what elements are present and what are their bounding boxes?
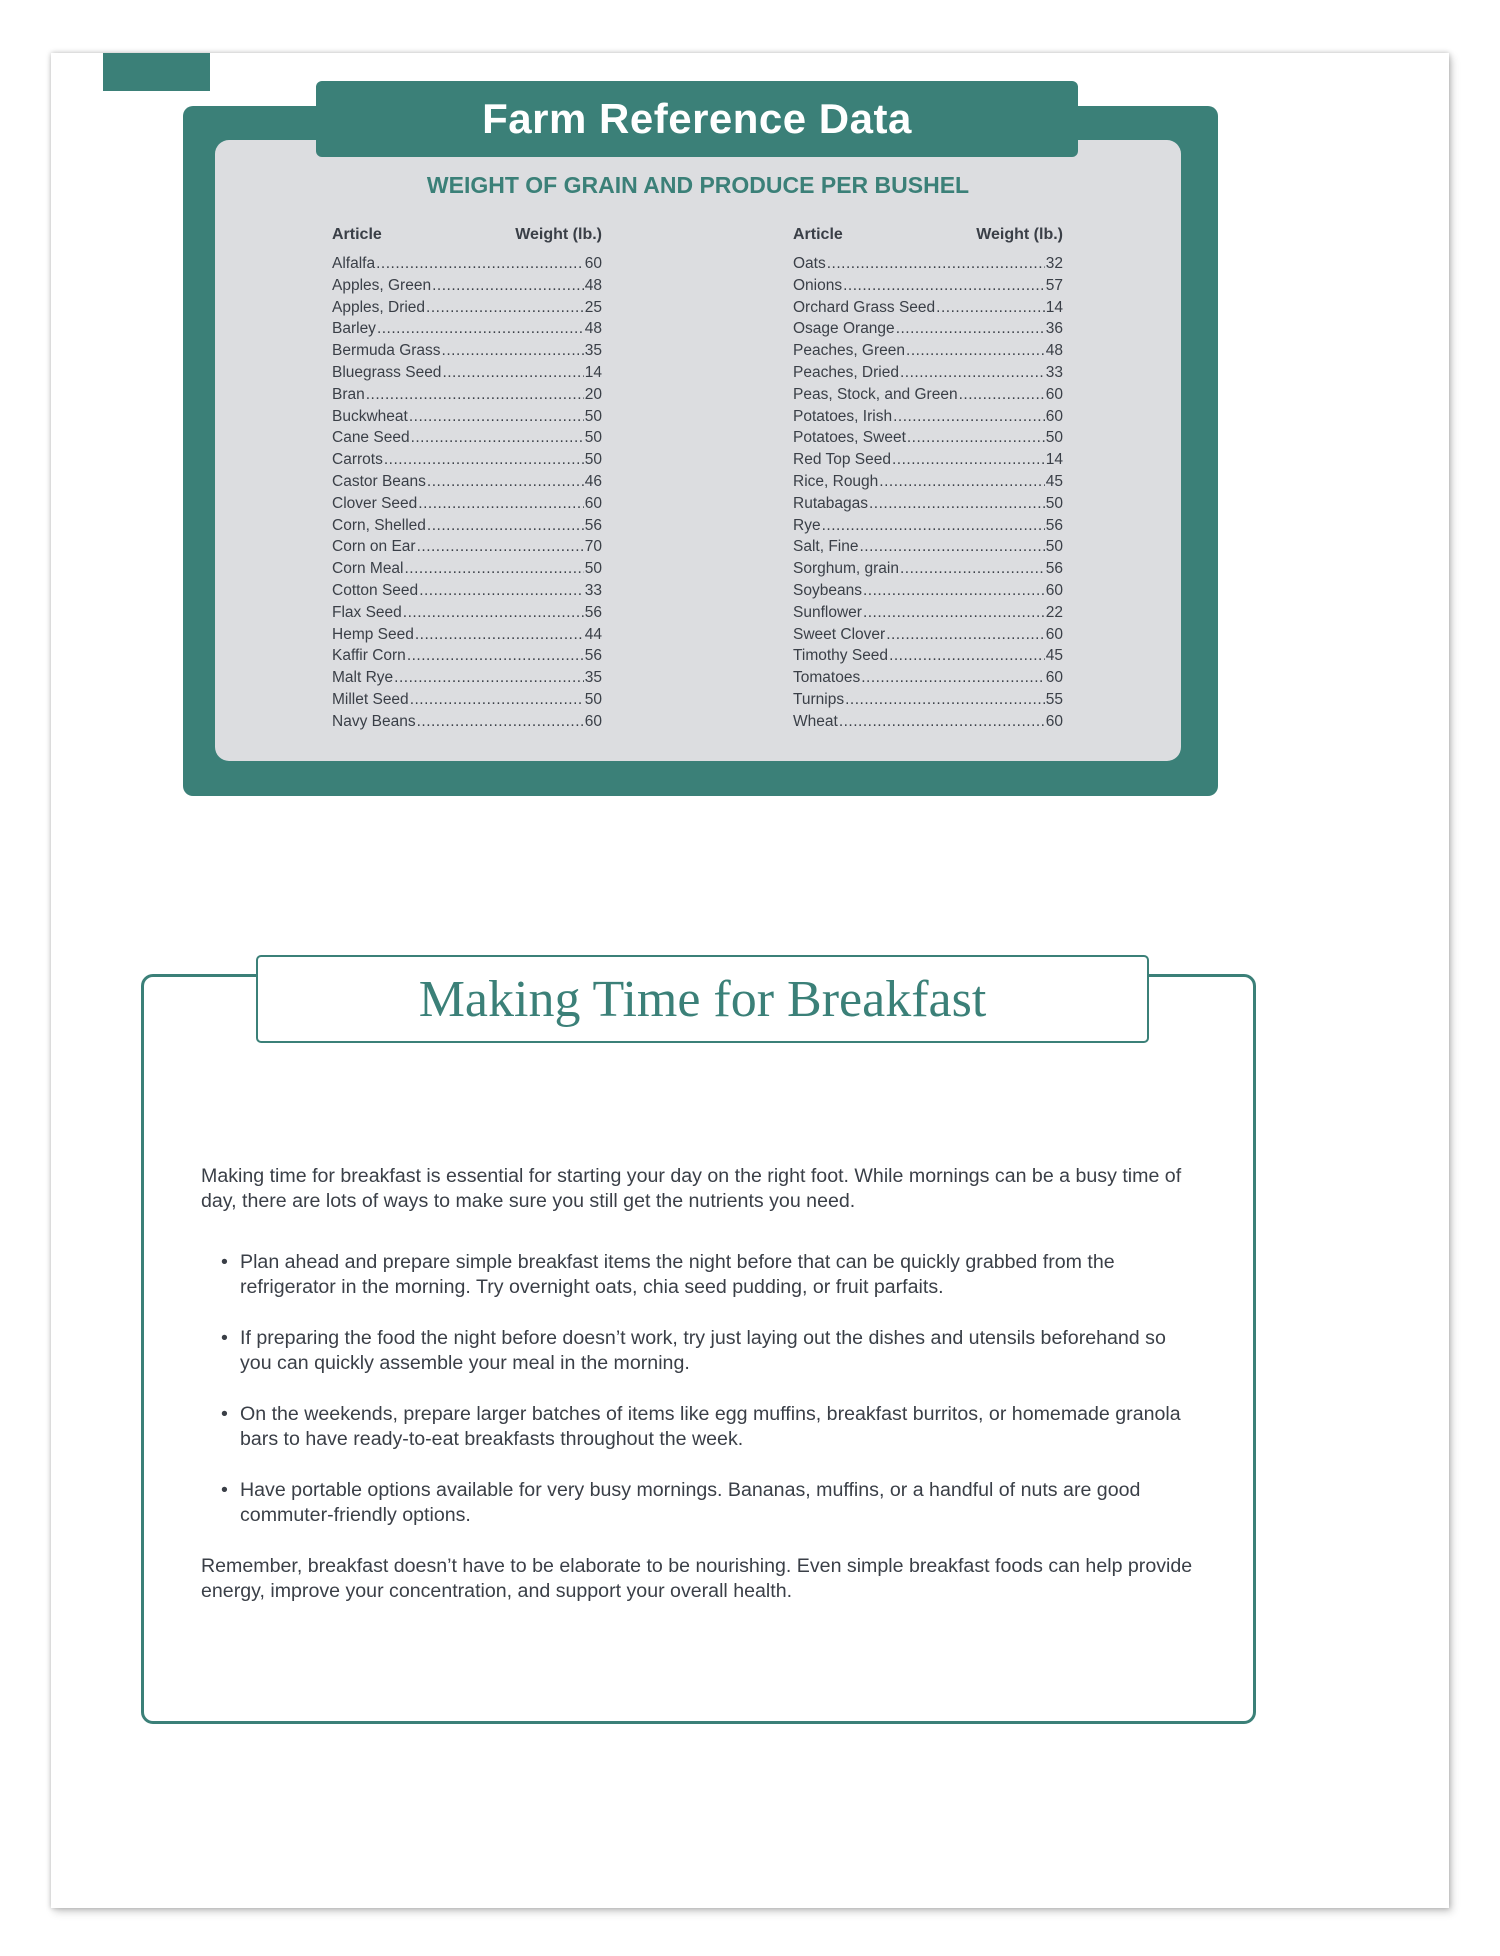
bullet-icon: • xyxy=(221,1403,228,1425)
dot-leader xyxy=(861,667,1045,689)
article-name: Cotton Seed xyxy=(332,581,419,599)
article-weight: 50 xyxy=(1045,494,1063,512)
article-weight: 36 xyxy=(1045,320,1063,338)
dot-leader xyxy=(409,406,584,428)
article-name: Malt Rye xyxy=(332,669,394,687)
dot-leader xyxy=(906,340,1045,362)
article-weight: 14 xyxy=(1045,298,1063,316)
article-name: Osage Orange xyxy=(793,320,895,338)
article-weight: 60 xyxy=(584,494,602,512)
table-row xyxy=(332,362,602,384)
table-row xyxy=(332,711,602,733)
article-name: Timothy Seed xyxy=(793,647,889,665)
article-weight: 60 xyxy=(584,255,602,272)
dot-leader xyxy=(839,711,1045,733)
article-weight: 48 xyxy=(584,276,602,294)
table-row xyxy=(332,275,602,297)
article-weight: 35 xyxy=(584,342,602,360)
table-row xyxy=(332,515,602,537)
breakfast-title: Making Time for Breakfast xyxy=(256,955,1149,1043)
article-name: Salt, Fine xyxy=(793,538,859,556)
bushel-table-left xyxy=(332,226,602,733)
table-row xyxy=(793,471,1063,493)
article-name: Peaches, Green xyxy=(793,342,906,360)
article-weight: 45 xyxy=(1045,647,1063,665)
article-name: Clover Seed xyxy=(332,494,418,512)
article-weight: 70 xyxy=(584,538,602,556)
table-row xyxy=(332,689,602,711)
dot-leader xyxy=(405,558,584,580)
table-row xyxy=(793,493,1063,515)
table-row xyxy=(793,515,1063,537)
dot-leader xyxy=(893,406,1045,428)
table-row xyxy=(793,297,1063,319)
article-weight: 25 xyxy=(584,298,602,316)
dot-leader xyxy=(427,471,584,493)
tip-text: Have portable options available for very busy mornings. Bananas, muffins, or a handful of nuts are good commuter-friendly options. xyxy=(240,1479,1141,1526)
column-header-weight: Weight (lb.) xyxy=(515,226,602,243)
article-name: Apples, Green xyxy=(332,276,432,294)
article-name: Corn Meal xyxy=(332,560,404,578)
table-row xyxy=(793,580,1063,602)
article-weight: 45 xyxy=(1045,472,1063,490)
dot-leader xyxy=(822,515,1045,537)
article-name: Rice, Rough xyxy=(793,472,879,490)
table-row xyxy=(332,558,602,580)
list-item xyxy=(201,1402,1201,1452)
article-weight: 33 xyxy=(584,581,602,599)
article-name: Sunflower xyxy=(793,603,862,621)
table-row xyxy=(793,318,1063,340)
bullet-icon: • xyxy=(221,1327,228,1349)
dot-leader xyxy=(900,362,1045,384)
dot-leader xyxy=(418,493,583,515)
article-weight: 22 xyxy=(1045,603,1063,621)
article-weight: 56 xyxy=(1045,560,1063,578)
bullet-icon: • xyxy=(221,1479,228,1501)
dot-leader xyxy=(869,493,1045,515)
article-weight: 55 xyxy=(1045,690,1063,708)
table-row xyxy=(332,253,602,275)
dot-leader xyxy=(411,427,584,449)
table-header xyxy=(793,226,1063,248)
dot-leader xyxy=(417,711,584,733)
article-name: Castor Beans xyxy=(332,472,426,490)
dot-leader xyxy=(417,536,584,558)
table-row xyxy=(332,602,602,624)
dot-leader xyxy=(407,645,584,667)
article-weight: 60 xyxy=(1045,625,1063,643)
dot-leader xyxy=(896,318,1045,340)
breakfast-body xyxy=(201,1164,1201,1604)
article-name: Alfalfa xyxy=(332,255,376,272)
table-row xyxy=(793,711,1063,733)
table-row xyxy=(332,297,602,319)
article-weight: 60 xyxy=(1045,712,1063,730)
table-row xyxy=(332,406,602,428)
article-weight: 56 xyxy=(584,516,602,534)
bushel-table-right xyxy=(793,226,1063,733)
dot-leader xyxy=(889,645,1045,667)
list-item xyxy=(201,1478,1201,1528)
article-weight: 14 xyxy=(1045,451,1063,469)
article-weight: 56 xyxy=(1045,516,1063,534)
article-weight: 50 xyxy=(1045,429,1063,447)
table-row xyxy=(793,449,1063,471)
dot-leader xyxy=(415,624,584,646)
article-name: Soybeans xyxy=(793,581,862,599)
article-weight: 33 xyxy=(1045,363,1063,381)
table-row xyxy=(332,427,602,449)
article-weight: 35 xyxy=(584,669,602,687)
breakfast-tips-list xyxy=(201,1250,1201,1528)
table-row xyxy=(332,645,602,667)
table-row xyxy=(793,253,1063,275)
dot-leader xyxy=(403,602,584,624)
table-row xyxy=(793,624,1063,646)
article-name: Turnips xyxy=(793,690,845,708)
list-item xyxy=(201,1250,1201,1300)
article-weight: 46 xyxy=(584,472,602,490)
article-weight: 56 xyxy=(584,647,602,665)
article-name: Sorghum, grain xyxy=(793,560,899,578)
dot-leader xyxy=(394,667,584,689)
table-row xyxy=(793,645,1063,667)
dot-leader xyxy=(442,340,584,362)
article-name: Cane Seed xyxy=(332,429,410,447)
dot-leader xyxy=(900,558,1045,580)
article-name: Bermuda Grass xyxy=(332,342,441,360)
tip-text: If preparing the food the night before doesn’t work, try just laying out the dishes and utensils beforehand so you can quickly assemble your meal in the morning. xyxy=(240,1327,1166,1374)
table-row xyxy=(332,580,602,602)
bullet-icon: • xyxy=(221,1251,228,1273)
table-row xyxy=(332,384,602,406)
dot-leader xyxy=(442,362,583,384)
article-weight: 60 xyxy=(1045,407,1063,425)
table-row xyxy=(793,406,1063,428)
article-weight: 50 xyxy=(584,429,602,447)
article-name: Bran xyxy=(332,385,365,403)
table-row xyxy=(332,493,602,515)
farm-reference-title: Farm Reference Data xyxy=(316,81,1078,157)
article-name: Hemp Seed xyxy=(332,625,414,643)
article-weight: 57 xyxy=(1045,276,1063,294)
dot-leader xyxy=(863,602,1045,624)
column-header-weight: Weight (lb.) xyxy=(976,226,1063,243)
article-name: Carrots xyxy=(332,451,383,469)
article-weight: 60 xyxy=(1045,581,1063,599)
article-name: Tomatoes xyxy=(793,669,861,687)
article-name: Oats xyxy=(793,255,826,272)
dot-leader xyxy=(936,297,1045,319)
dot-leader xyxy=(427,515,584,537)
article-weight: 48 xyxy=(584,320,602,338)
dot-leader xyxy=(384,449,584,471)
dot-leader xyxy=(892,449,1045,471)
article-name: Potatoes, Irish xyxy=(793,407,893,425)
article-name: Barley xyxy=(332,320,376,338)
dot-leader xyxy=(426,297,584,319)
article-name: Peas, Stock, and Green xyxy=(793,385,958,403)
article-name: Apples, Dried xyxy=(332,298,426,316)
breakfast-closing: Remember, breakfast doesn’t have to be elaborate to be nourishing. Even simple breakfast foods can help provide energy, improve your concentration, and support your overall health. xyxy=(201,1555,1193,1602)
article-name: Bluegrass Seed xyxy=(332,363,442,381)
table-header xyxy=(332,226,602,248)
article-name: Rye xyxy=(793,516,821,534)
table-row xyxy=(793,384,1063,406)
column-header-article: Article xyxy=(793,226,843,243)
table-row xyxy=(332,471,602,493)
table-row xyxy=(793,602,1063,624)
table-body xyxy=(332,253,602,733)
table-row xyxy=(793,275,1063,297)
article-weight: 50 xyxy=(584,407,602,425)
article-weight: 50 xyxy=(584,560,602,578)
dot-leader xyxy=(907,427,1045,449)
article-name: Orchard Grass Seed xyxy=(793,298,936,316)
list-item xyxy=(201,1326,1201,1376)
article-name: Millet Seed xyxy=(332,690,409,708)
article-name: Potatoes, Sweet xyxy=(793,429,906,447)
tip-text: Plan ahead and prepare simple breakfast items the night before that can be quickly grabbed from the refrigerator in the morning. Try overnight oats, chia seed pudding, or fruit parfaits. xyxy=(240,1251,1115,1298)
article-weight: 60 xyxy=(1045,385,1063,403)
dot-leader xyxy=(886,624,1045,646)
dot-leader xyxy=(366,384,584,406)
article-weight: 50 xyxy=(584,451,602,469)
table-row xyxy=(793,362,1063,384)
article-weight: 50 xyxy=(1045,538,1063,556)
article-weight: 14 xyxy=(584,363,602,381)
article-weight: 56 xyxy=(584,603,602,621)
article-name: Flax Seed xyxy=(332,603,402,621)
dot-leader xyxy=(410,689,584,711)
article-weight: 20 xyxy=(584,385,602,403)
dot-leader xyxy=(845,689,1045,711)
article-name: Red Top Seed xyxy=(793,451,891,469)
dot-leader xyxy=(432,275,584,297)
tip-text: On the weekends, prepare larger batches of items like egg muffins, breakfast burritos, or homemade granola bars to have ready-to-eat breakfasts throughout the week. xyxy=(240,1403,1181,1450)
dot-leader xyxy=(859,536,1044,558)
article-name: Onions xyxy=(793,276,843,294)
dot-leader xyxy=(959,384,1045,406)
table-row xyxy=(332,340,602,362)
article-name: Sweet Clover xyxy=(793,625,886,643)
article-weight: 60 xyxy=(1045,669,1063,687)
article-weight: 48 xyxy=(1045,342,1063,360)
table-row xyxy=(332,449,602,471)
farm-reference-subtitle: WEIGHT OF GRAIN AND PRODUCE PER BUSHEL xyxy=(426,172,970,198)
dot-leader xyxy=(827,253,1045,275)
column-header-article: Article xyxy=(332,226,382,243)
dot-leader xyxy=(863,580,1045,602)
table-row xyxy=(793,558,1063,580)
article-name: Corn on Ear xyxy=(332,538,416,556)
dot-leader xyxy=(843,275,1045,297)
table-row xyxy=(793,340,1063,362)
article-weight: 50 xyxy=(584,690,602,708)
table-row xyxy=(793,667,1063,689)
article-weight: 32 xyxy=(1045,255,1063,272)
dot-leader xyxy=(376,253,584,275)
breakfast-intro: Making time for breakfast is essential for starting your day on the right foot. While mornings can be a busy time of day, there are lots of ways to make sure you still get the nutrients you need. xyxy=(201,1165,1182,1212)
table-row xyxy=(332,624,602,646)
article-name: Navy Beans xyxy=(332,712,416,730)
article-name: Rutabagas xyxy=(793,494,868,512)
dot-leader xyxy=(419,580,584,602)
article-name: Buckwheat xyxy=(332,407,408,425)
article-name: Wheat xyxy=(793,712,838,730)
table-body xyxy=(793,253,1063,733)
article-weight: 44 xyxy=(584,625,602,643)
table-row xyxy=(793,427,1063,449)
dot-leader xyxy=(879,471,1044,493)
table-row xyxy=(332,318,602,340)
table-row xyxy=(793,689,1063,711)
dot-leader xyxy=(377,318,584,340)
table-row xyxy=(332,667,602,689)
article-name: Corn, Shelled xyxy=(332,516,426,534)
corner-tab-decoration xyxy=(103,53,210,91)
table-row xyxy=(332,536,602,558)
article-name: Kaffir Corn xyxy=(332,647,406,665)
table-row xyxy=(793,536,1063,558)
article-weight: 60 xyxy=(584,712,602,730)
article-name: Peaches, Dried xyxy=(793,363,899,381)
